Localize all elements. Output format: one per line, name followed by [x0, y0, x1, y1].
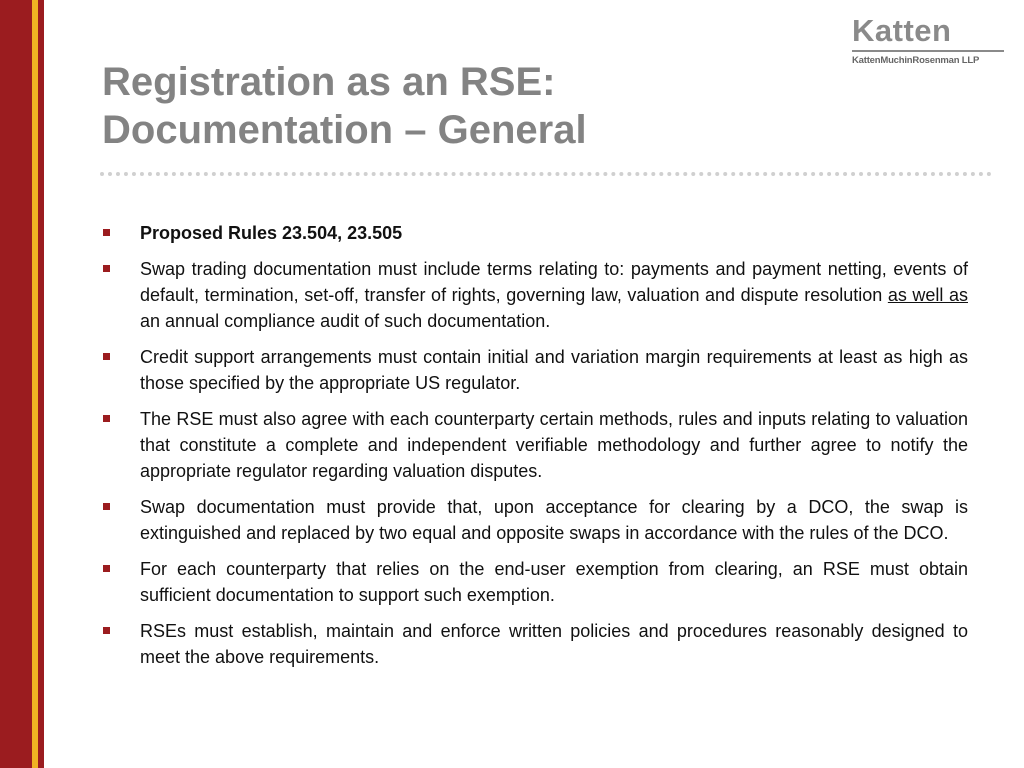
square-bullet-icon	[103, 229, 110, 236]
bullet-text: The RSE must also agree with each counterparty certain methods, rules and inputs relating to valuation that constitute a complete and independent verifiable methodology and further agree to notify the appropriate regulator regarding valuation disputes.	[140, 409, 968, 481]
bullet-text: Proposed Rules 23.504, 23.505	[140, 223, 403, 243]
bullet-text: Swap trading documentation must include terms relating to: payments and payment netting, events of default, termination, set-off, transfer of rights, governing law, valuation and dispute resolution	[140, 259, 968, 305]
bullet-list	[100, 220, 968, 680]
slide-title-line-1: Registration as an RSE:	[102, 60, 556, 104]
left-red-bar	[0, 0, 32, 768]
bullet-item	[100, 344, 968, 396]
katten-logo	[852, 14, 1006, 66]
square-bullet-icon	[103, 415, 110, 422]
bullet-item	[100, 618, 968, 670]
bullet-text: Credit support arrangements must contain initial and variation margin requirements at least as high as those specified by the appropriate US regulator.	[140, 347, 968, 393]
bullet-item	[100, 556, 968, 608]
bullet-underlined-text: as well as	[887, 285, 968, 305]
square-bullet-icon	[103, 565, 110, 572]
bullet-item	[100, 256, 968, 334]
bullet-text: Swap documentation must provide that, upon acceptance for clearing by a DCO, the swap is extinguished and replaced by two equal and opposite swaps in accordance with the rules of the DCO.	[140, 497, 968, 543]
bullet-text-tail: an annual compliance audit of such documentation.	[140, 311, 551, 331]
square-bullet-icon	[103, 627, 110, 634]
slide-title-line-2: Documentation – General	[102, 108, 587, 152]
logo-sub-text: KattenMuchinRosenman LLP	[852, 55, 980, 66]
title-divider	[100, 172, 992, 176]
slide-title	[102, 58, 587, 154]
logo-main-text: Katten	[852, 13, 952, 48]
square-bullet-icon	[103, 503, 110, 510]
logo-rule	[852, 50, 1004, 52]
bullet-item	[100, 494, 968, 546]
bullet-item	[100, 220, 968, 246]
left-inner-red-stripe	[38, 0, 44, 768]
bullet-item	[100, 406, 968, 484]
square-bullet-icon	[103, 353, 110, 360]
bullet-text: For each counterparty that relies on the end-user exemption from clearing, an RSE must obtain sufficient documentation to support such exemption.	[140, 559, 968, 605]
square-bullet-icon	[103, 265, 110, 272]
bullet-text: RSEs must establish, maintain and enforce written policies and procedures reasonably designed to meet the above requirements.	[140, 621, 968, 667]
